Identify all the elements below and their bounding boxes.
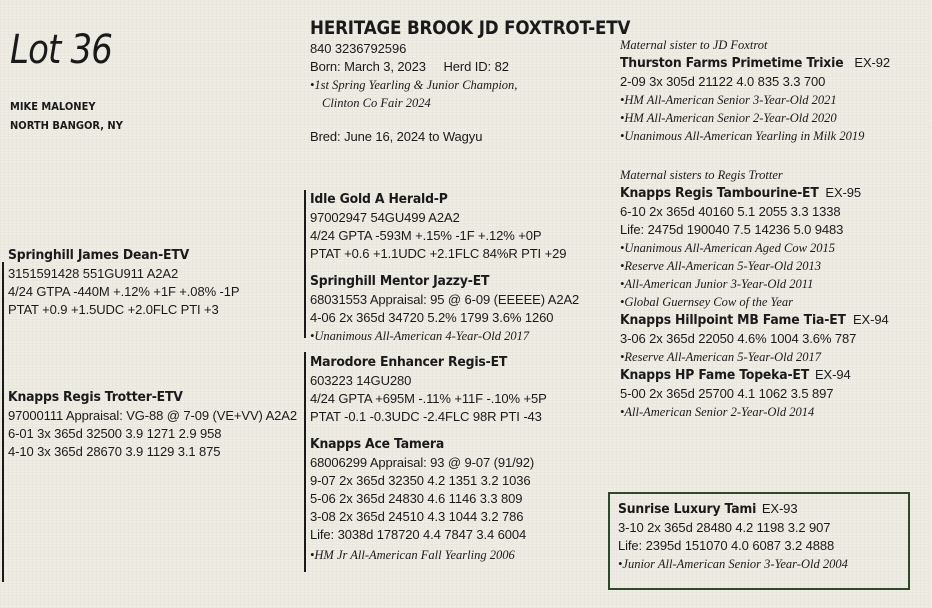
tami-box	[608, 492, 910, 590]
sire-dam-name: Springhill Mentor Jazzy-ET	[310, 273, 490, 289]
sire-name: Springhill James Dean-ETV	[8, 247, 190, 263]
dam-dam-award: • HM Jr All-American Fall Yearling 2006	[310, 546, 534, 564]
maternal-sister-header: Maternal sister to JD Foxtrot	[620, 38, 768, 52]
sire-dam-line: 68031553 Appraisal: 95 @ 6-09 (EEEEE) A2A2	[310, 292, 580, 307]
sire-sire-block	[310, 190, 566, 263]
thurston-name-row	[620, 54, 890, 73]
topeka-award: • All-American Senior 2-Year-Old 2014	[620, 403, 889, 421]
tami-class: EX-93	[761, 501, 798, 516]
topeka-name: Knapps HP Fame Topeka-ET	[620, 367, 810, 383]
lot-number: Lot 36	[10, 27, 113, 73]
animal-award-cont: Clinton Co Fair 2024	[322, 96, 431, 110]
maternal-sister-block	[620, 36, 890, 145]
sire-dam-award: • Unanimous All-American 4-Year-Old 2017	[310, 327, 579, 345]
sire-dam-line: 4-06 2x 365d 34720 5.2% 1799 3.6% 1260	[310, 310, 554, 325]
tia-award: • Reserve All-American 5-Year-Old 2017	[620, 348, 889, 366]
sire-line: PTAT +0.9 +1.5UDC +2.0FLC PTI +3	[8, 302, 219, 317]
dam-dam-line: 9-07 2x 365d 32350 4.2 1351 3.2 1036	[310, 473, 531, 488]
sire-sire-name: Idle Gold A Herald-P	[310, 191, 448, 207]
thurston-line: 2-09 3x 305d 21122 4.0 835 3.3 700	[620, 74, 826, 89]
thurston-name: Thurston Farms Primetime Trixie	[620, 55, 844, 71]
dam-line: 97000111 Appraisal: VG-88 @ 7-09 (VE+VV) A2A2	[8, 408, 297, 423]
dam-line: 6-01 3x 365d 32500 3.9 1271 2.9 958	[8, 426, 222, 441]
tambourine-award: • Unanimous All-American Aged Cow 2015	[620, 239, 889, 257]
tia-line: 3-06 2x 365d 22050 4.6% 1004 3.6% 787	[620, 331, 857, 346]
animal-born: Born: March 3, 2023	[310, 59, 426, 74]
dam-block	[8, 388, 297, 461]
thurston-award: • Unanimous All-American Yearling in Milk 2019	[620, 127, 890, 145]
tami-line: Life: 2395d 151070 4.0 6087 3.2 4888	[618, 538, 835, 553]
sire-line: 3151591428 551GU911 A2A2	[8, 266, 179, 281]
thurston-award: • HM All-American Senior 3-Year-Old 2021	[620, 91, 890, 109]
consignor-name: MIKE MALONEY	[10, 100, 96, 113]
tambourine-award: • Global Guernsey Cow of the Year	[620, 293, 889, 311]
topeka-class: EX-94	[814, 367, 851, 382]
animal-herd-id: Herd ID: 82	[443, 59, 509, 74]
dam-line: 4-10 3x 365d 28670 3.9 1129 3.1 875	[8, 444, 221, 459]
consignor-location: NORTH BANGOR, NY	[10, 119, 123, 132]
sire-bracket	[304, 190, 306, 338]
animal-id: 840 3236792596	[310, 41, 407, 56]
regis-sisters-header: Maternal sisters to Regis Trotter	[620, 168, 783, 182]
tia-name-row	[620, 311, 889, 330]
dam-dam-line: 5-06 2x 365d 24830 4.6 1146 3.3 809	[310, 491, 523, 506]
tambourine-name-row	[620, 184, 889, 203]
tambourine-name: Knapps Regis Tambourine-ET	[620, 185, 819, 201]
sire-line: 4/24 GTPA -440M +.12% +1F +.08% -1P	[8, 284, 240, 299]
dam-dam-line: 68006299 Appraisal: 93 @ 9-07 (91/92)	[310, 455, 535, 470]
sire-block	[8, 246, 239, 319]
sire-sire-line: PTAT +0.6 +1.1UDC +2.1FLC 84%R PTI +29	[310, 246, 567, 261]
dam-bracket	[304, 352, 306, 572]
tambourine-award: • All-American Junior 3-Year-Old 2011	[620, 275, 889, 293]
dam-sire-line: PTAT -0.1 -0.3UDC -2.4FLC 98R PTI -43	[310, 409, 542, 424]
dam-name: Knapps Regis Trotter-ETV	[8, 389, 183, 405]
animal-award: • 1st Spring Yearling & Junior Champion,	[310, 76, 674, 94]
dam-sire-block	[310, 353, 547, 426]
sire-dam-bracket	[2, 262, 4, 582]
thurston-award: • HM All-American Senior 2-Year-Old 2020	[620, 109, 890, 127]
topeka-name-row	[620, 366, 889, 385]
tia-name: Knapps Hillpoint MB Fame Tia-ET	[620, 312, 846, 328]
tambourine-award: • Reserve All-American 5-Year-Old 2013	[620, 257, 889, 275]
dam-sire-name: Marodore Enhancer Regis-ET	[310, 354, 508, 370]
dam-sire-line: 4/24 GPTA +695M -.11% +11F -.10% +5P	[310, 391, 547, 406]
dam-sire-line: 603223 14GU280	[310, 373, 412, 388]
dam-dam-block	[310, 435, 534, 564]
thurston-class: EX-92	[854, 55, 891, 70]
dam-dam-name: Knapps Ace Tamera	[310, 436, 445, 452]
sire-sire-line: 97002947 54GU499 A2A2	[310, 210, 460, 225]
tami-name: Sunrise Luxury Tami	[618, 501, 757, 517]
animal-name: HERITAGE BROOK JD FOXTROT-ETV	[310, 17, 631, 39]
tia-class: EX-94	[852, 312, 889, 327]
topeka-line: 5-00 2x 365d 25700 4.1 1062 3.5 897	[620, 386, 834, 401]
sire-sire-line: 4/24 GPTA -593M +.15% -1F +.12% +0P	[310, 228, 542, 243]
dam-dam-line: Life: 3038d 178720 4.4 7847 3.4 6004	[310, 527, 527, 542]
tambourine-class: EX-95	[825, 185, 862, 200]
tami-name-row	[618, 500, 848, 519]
tambourine-line: Life: 2475d 190040 7.5 14236 5.0 9483	[620, 222, 844, 237]
sire-dam-block	[310, 272, 579, 345]
dam-dam-line: 3-08 2x 365d 24510 4.3 1044 3.2 786	[310, 509, 524, 524]
tami-award: • Junior All-American Senior 3-Year-Old 2004	[618, 555, 848, 573]
regis-sisters-block	[620, 166, 889, 421]
tami-line: 3-10 2x 365d 28480 4.2 1198 3.2 907	[618, 520, 831, 535]
tambourine-line: 6-10 2x 365d 40160 5.1 2055 3.3 1338	[620, 204, 841, 219]
animal-bred: Bred: June 16, 2024 to Wagyu	[310, 129, 483, 144]
